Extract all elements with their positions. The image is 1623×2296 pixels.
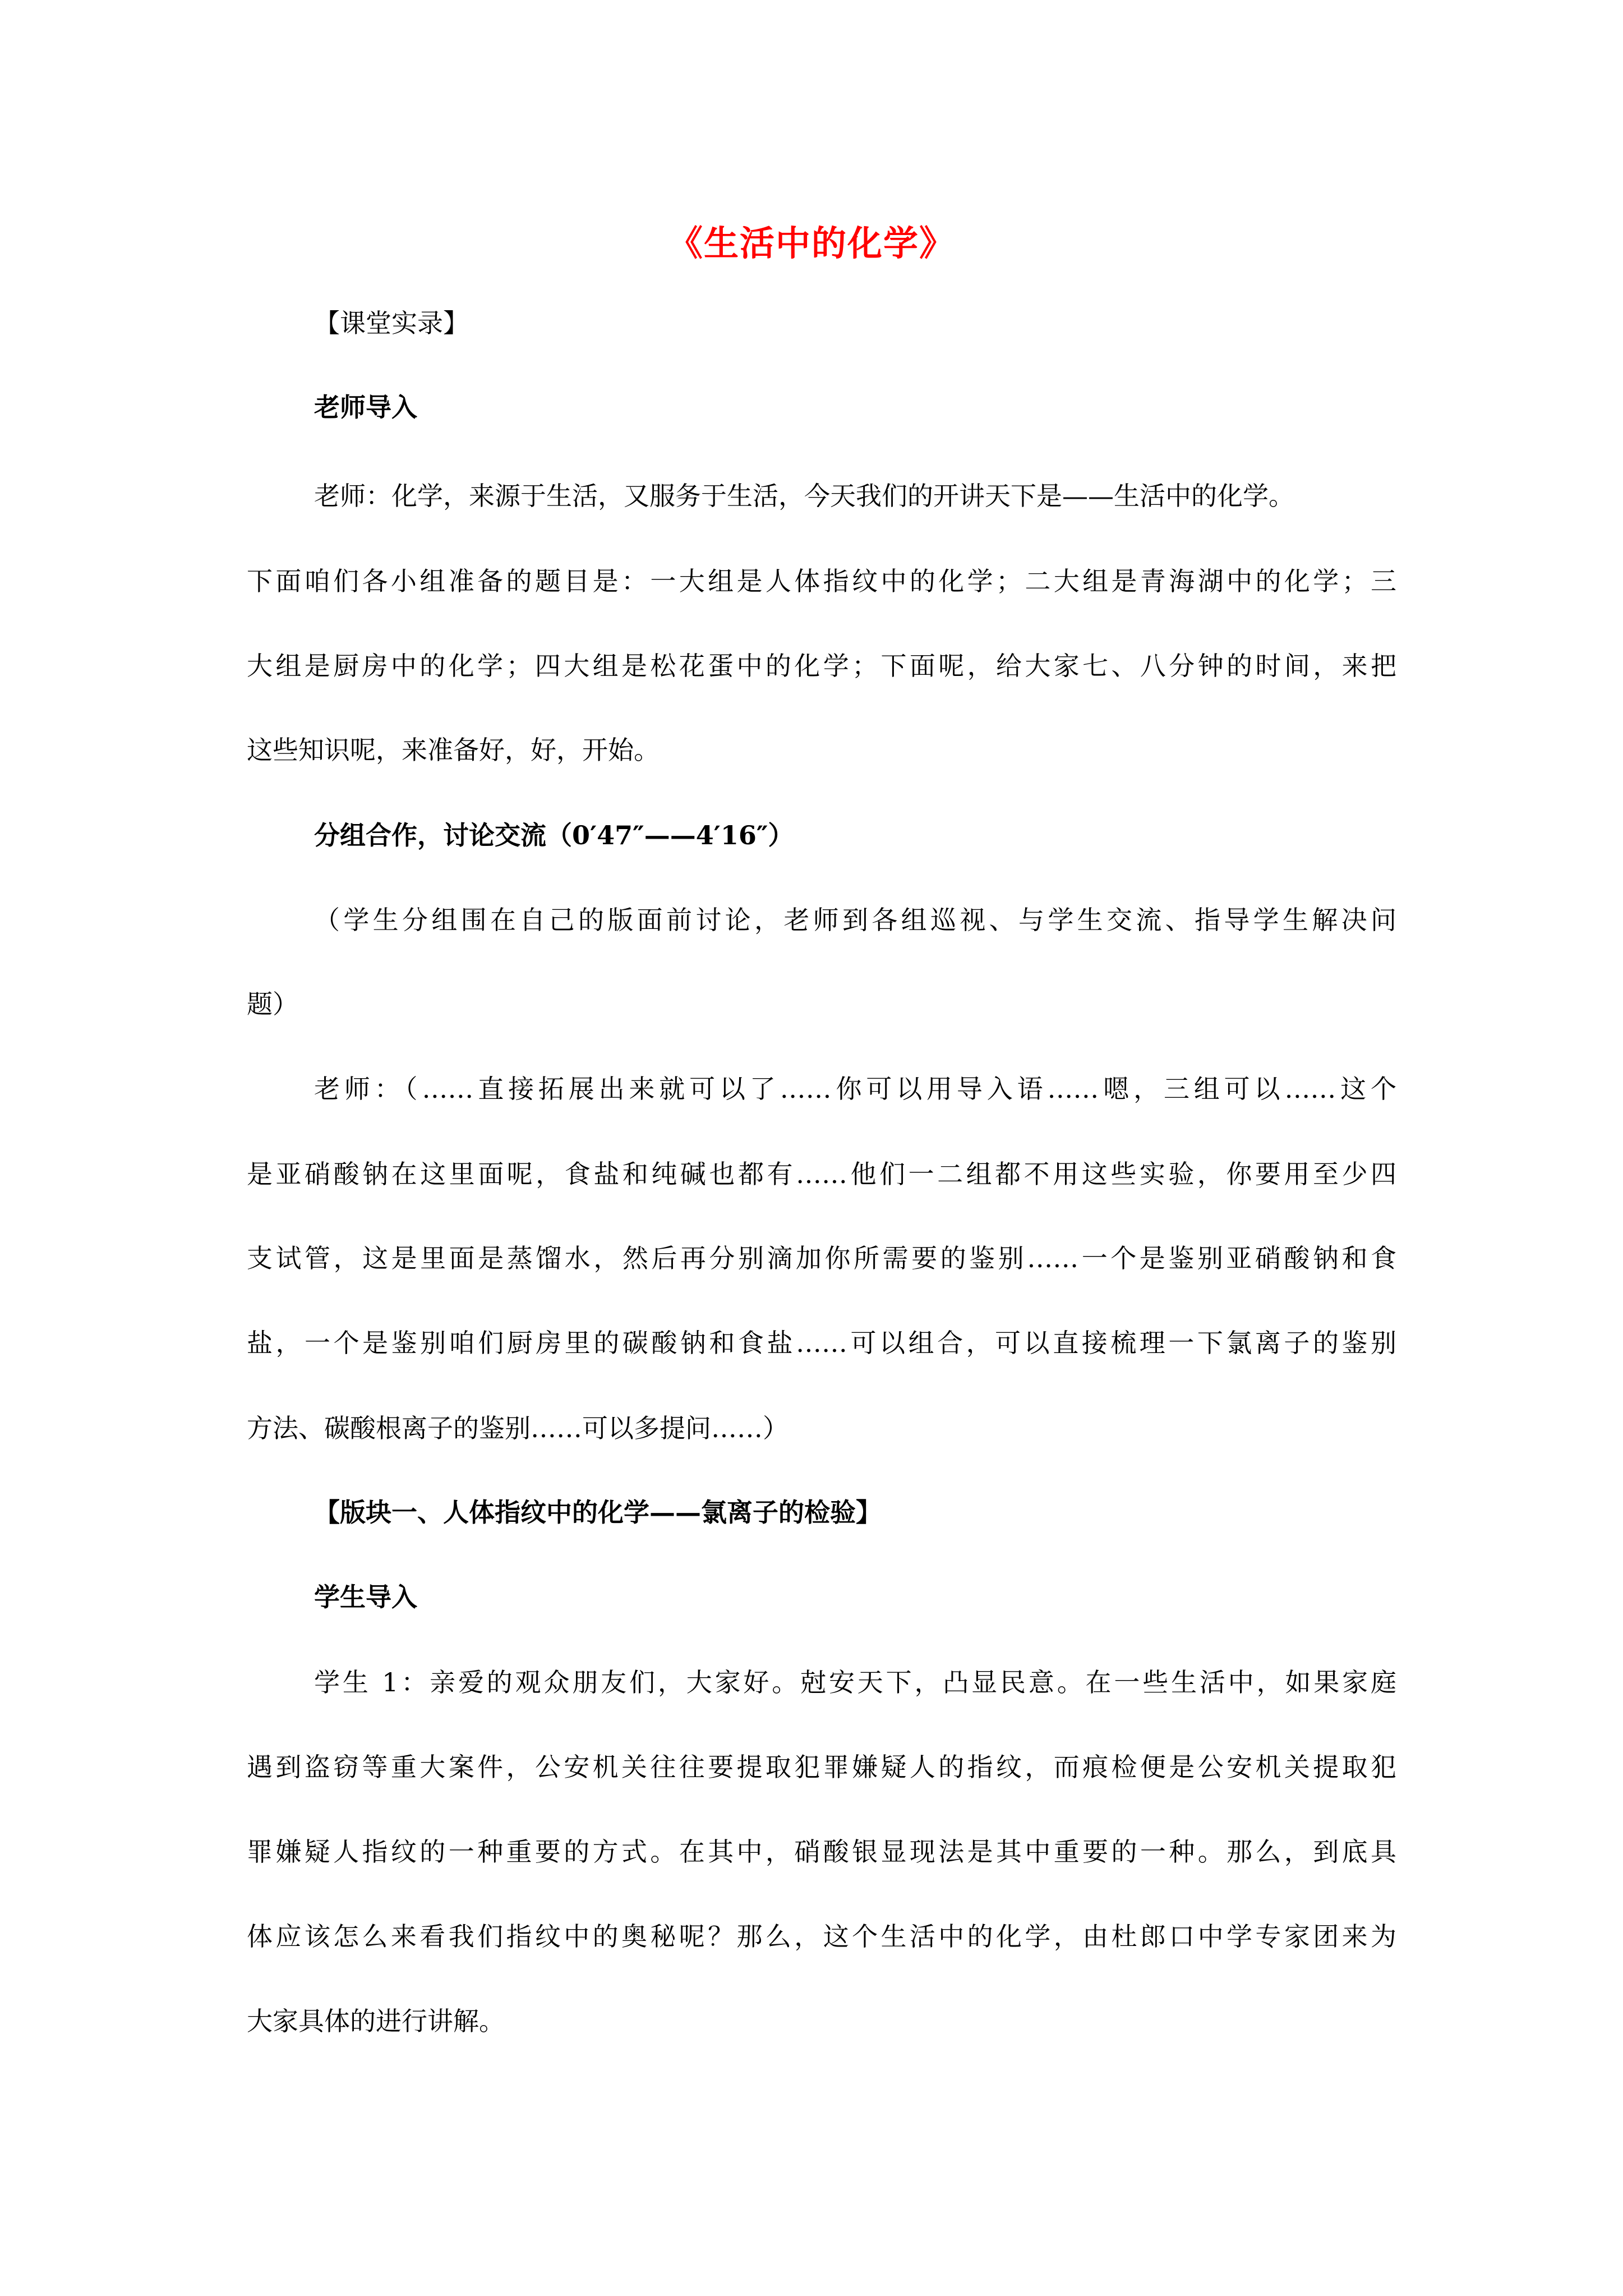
section-label: 【课堂实录】 — [314, 308, 469, 338]
teacher-talk-line: 方法、碳酸根离子的鉴别……可以多提问……） — [247, 1413, 789, 1443]
teacher-talk-line: 支试管，这是里面是蒸馏水，然后再分别滴加你所需要的鉴别……一个是鉴别亚硝酸钠和食 — [247, 1243, 1396, 1273]
teacher-talk-line: 老师：（……直接拓展出来就可以了……你可以用导入语……嗯，三组可以……这个 — [314, 1074, 1396, 1104]
group-note-line: 题） — [247, 989, 298, 1019]
teacher-intro-line: 这些知识呢，来准备好，好，开始。 — [247, 735, 660, 765]
student-intro-heading: 学生导入 — [314, 1582, 417, 1612]
document-title: 《生活中的化学》 — [667, 223, 955, 264]
group-work-heading: 分组合作，讨论交流（0′47″——4′16″） — [314, 820, 794, 850]
student1-line: 遇到盗窃等重大案件，公安机关往往要提取犯罪嫌疑人的指纹，而痕检便是公安机关提取犯 — [247, 1752, 1396, 1782]
teacher-intro-line: 下面咱们各小组准备的题目是：一大组是人体指纹中的化学；二大组是青海湖中的化学；三 — [247, 566, 1396, 596]
teacher-talk-line: 是亚硝酸钠在这里面呢，食盐和纯碱也都有……他们一二组都不用这些实验，你要用至少四 — [247, 1159, 1396, 1189]
teacher-intro-line: 老师：化学，来源于生活，又服务于生活，今天我们的开讲天下是——生活中的化学。 — [314, 481, 1294, 511]
teacher-talk-line: 盐，一个是鉴别咱们厨房里的碳酸钠和食盐……可以组合，可以直接梳理一下氯离子的鉴别 — [247, 1328, 1396, 1358]
student1-line: 学生 1：亲爱的观众朋友们，大家好。尅安天下，凸显民意。在一些生活中，如果家庭 — [314, 1667, 1396, 1697]
group-note-line: （学生分组围在自己的版面前讨论，老师到各组巡视、与学生交流、指导学生解决问 — [314, 905, 1396, 935]
teacher-intro-heading: 老师导入 — [314, 392, 417, 422]
block-one-heading: 【版块一、人体指纹中的化学——氯离子的检验】 — [314, 1497, 882, 1527]
student1-line: 罪嫌疑人指纹的一种重要的方式。在其中，硝酸银显现法是其中重要的一种。那么，到底具 — [247, 1837, 1396, 1867]
teacher-intro-line: 大组是厨房中的化学；四大组是松花蛋中的化学；下面呢，给大家七、八分钟的时间，来把 — [247, 651, 1396, 681]
student1-line: 体应该怎么来看我们指纹中的奥秘呢？那么，这个生活中的化学，由杜郎口中学专家团来为 — [247, 1921, 1396, 1952]
student1-line: 大家具体的进行讲解。 — [247, 2006, 505, 2036]
